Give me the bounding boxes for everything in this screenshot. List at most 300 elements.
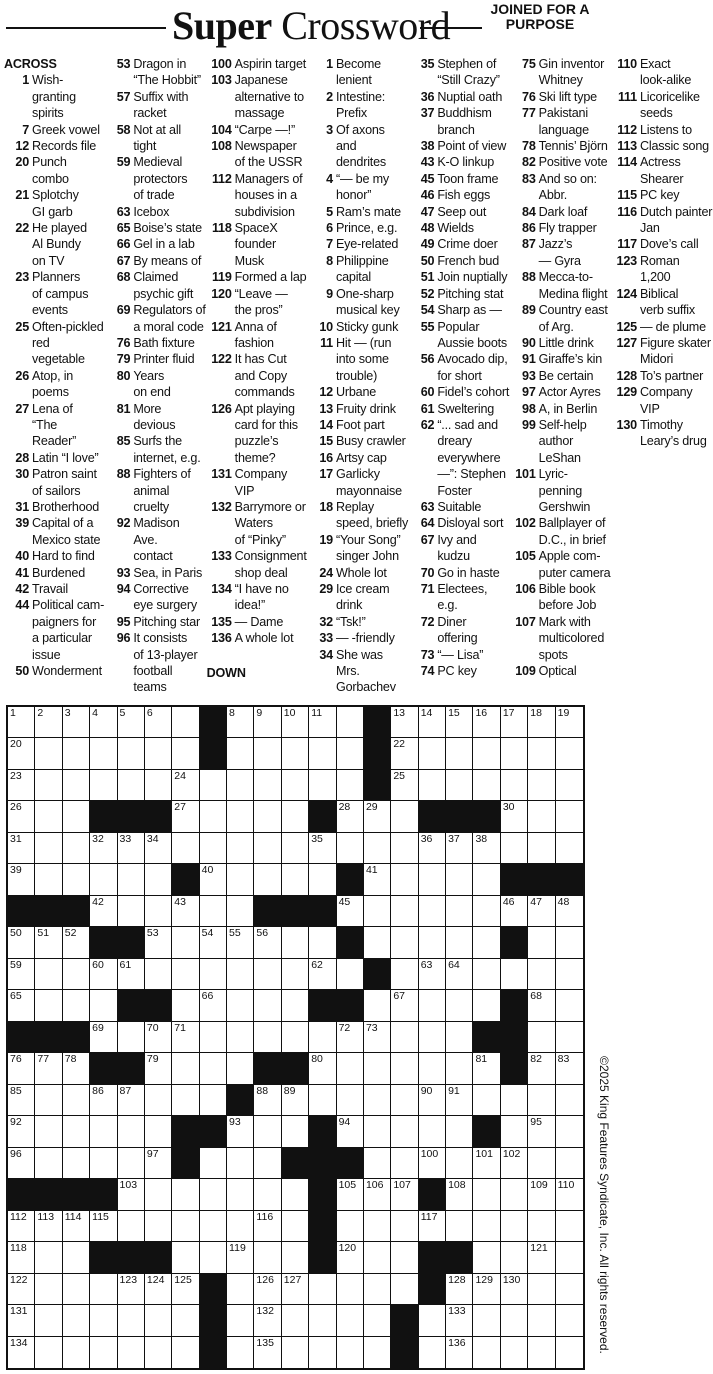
- across-clue[interactable]: [105, 154, 206, 203]
- grid-cell[interactable]: [63, 927, 90, 958]
- grid-cell[interactable]: [172, 833, 199, 864]
- across-clue[interactable]: [4, 368, 105, 401]
- grid-cell[interactable]: [364, 1211, 391, 1242]
- grid-cell[interactable]: [364, 1242, 391, 1273]
- grid-cell[interactable]: [391, 1148, 418, 1179]
- down-clue[interactable]: [409, 581, 510, 614]
- grid-cell[interactable]: [528, 770, 555, 801]
- grid-cell[interactable]: [391, 833, 418, 864]
- grid-cell[interactable]: [419, 770, 446, 801]
- down-clue[interactable]: [612, 204, 713, 237]
- grid-cell[interactable]: [337, 1053, 364, 1084]
- grid-cell[interactable]: [528, 801, 555, 832]
- down-clue[interactable]: [612, 138, 713, 154]
- grid-cell[interactable]: [556, 1305, 583, 1336]
- grid-cell[interactable]: [528, 1053, 555, 1084]
- grid-cell[interactable]: [282, 1116, 309, 1147]
- grid-cell[interactable]: [473, 896, 500, 927]
- down-clue[interactable]: [511, 220, 612, 236]
- grid-cell[interactable]: [200, 1053, 227, 1084]
- grid-cell[interactable]: [35, 927, 62, 958]
- down-clue[interactable]: [308, 581, 409, 614]
- grid-cell[interactable]: [63, 1274, 90, 1305]
- grid-cell[interactable]: [309, 833, 336, 864]
- across-clue[interactable]: [105, 269, 206, 302]
- grid-cell[interactable]: [473, 990, 500, 1021]
- grid-cell[interactable]: [254, 1022, 281, 1053]
- grid-cell[interactable]: [419, 1053, 446, 1084]
- down-clue[interactable]: [511, 171, 612, 204]
- down-clue[interactable]: [308, 450, 409, 466]
- grid-cell[interactable]: [90, 864, 117, 895]
- grid-cell[interactable]: [364, 1337, 391, 1368]
- down-clue[interactable]: [308, 630, 409, 646]
- grid-cell[interactable]: [364, 1305, 391, 1336]
- grid-cell[interactable]: [35, 738, 62, 769]
- grid-cell[interactable]: [35, 990, 62, 1021]
- down-clue[interactable]: [612, 122, 713, 138]
- down-clue[interactable]: [612, 286, 713, 319]
- down-clue[interactable]: [511, 663, 612, 679]
- grid-cell[interactable]: [172, 1274, 199, 1305]
- grid-cell[interactable]: [473, 1211, 500, 1242]
- grid-cell[interactable]: [556, 1148, 583, 1179]
- grid-cell[interactable]: [118, 1085, 145, 1116]
- grid-cell[interactable]: [145, 770, 172, 801]
- grid-cell[interactable]: [528, 927, 555, 958]
- across-clue[interactable]: [4, 548, 105, 564]
- grid-cell[interactable]: [8, 1274, 35, 1305]
- grid-cell[interactable]: [172, 801, 199, 832]
- grid-cell[interactable]: [35, 1053, 62, 1084]
- grid-cell[interactable]: [391, 1116, 418, 1147]
- grid-cell[interactable]: [254, 1337, 281, 1368]
- down-clue[interactable]: [308, 565, 409, 581]
- across-clue[interactable]: [4, 220, 105, 269]
- grid-cell[interactable]: [118, 959, 145, 990]
- grid-cell[interactable]: [63, 1085, 90, 1116]
- grid-cell[interactable]: [172, 1242, 199, 1273]
- grid-cell[interactable]: [528, 1337, 555, 1368]
- grid-cell[interactable]: [35, 1085, 62, 1116]
- down-clue[interactable]: [308, 236, 409, 252]
- grid-cell[interactable]: [446, 1085, 473, 1116]
- grid-cell[interactable]: [364, 990, 391, 1021]
- grid-cell[interactable]: [556, 833, 583, 864]
- across-clue[interactable]: [4, 663, 105, 679]
- down-clue[interactable]: [511, 89, 612, 105]
- grid-cell[interactable]: [35, 1148, 62, 1179]
- grid-cell[interactable]: [35, 833, 62, 864]
- grid-cell[interactable]: [446, 1148, 473, 1179]
- grid-cell[interactable]: [391, 864, 418, 895]
- grid-cell[interactable]: [35, 801, 62, 832]
- grid-cell[interactable]: [282, 801, 309, 832]
- grid-cell[interactable]: [556, 1274, 583, 1305]
- grid-cell[interactable]: [8, 707, 35, 738]
- grid-cell[interactable]: [145, 959, 172, 990]
- grid-cell[interactable]: [337, 896, 364, 927]
- grid-cell[interactable]: [90, 896, 117, 927]
- grid-cell[interactable]: [8, 770, 35, 801]
- grid-cell[interactable]: [90, 738, 117, 769]
- grid-cell[interactable]: [90, 1337, 117, 1368]
- grid-cell[interactable]: [391, 738, 418, 769]
- grid-cell[interactable]: [8, 1305, 35, 1336]
- grid-cell[interactable]: [63, 959, 90, 990]
- grid-cell[interactable]: [501, 1274, 528, 1305]
- down-clue[interactable]: [409, 647, 510, 663]
- grid-cell[interactable]: [63, 1053, 90, 1084]
- down-clue[interactable]: [612, 187, 713, 203]
- grid-cell[interactable]: [282, 1211, 309, 1242]
- grid-cell[interactable]: [282, 833, 309, 864]
- grid-cell[interactable]: [35, 1305, 62, 1336]
- grid-cell[interactable]: [200, 770, 227, 801]
- down-clue[interactable]: [511, 515, 612, 548]
- grid-cell[interactable]: [528, 1242, 555, 1273]
- grid-cell[interactable]: [473, 770, 500, 801]
- grid-cell[interactable]: [501, 1211, 528, 1242]
- grid-cell[interactable]: [63, 864, 90, 895]
- down-clue[interactable]: [409, 105, 510, 138]
- grid-cell[interactable]: [254, 1179, 281, 1210]
- grid-cell[interactable]: [8, 738, 35, 769]
- grid-cell[interactable]: [254, 1085, 281, 1116]
- grid-cell[interactable]: [8, 1337, 35, 1368]
- grid-cell[interactable]: [473, 707, 500, 738]
- grid-cell[interactable]: [364, 1274, 391, 1305]
- down-clue[interactable]: [511, 105, 612, 138]
- grid-cell[interactable]: [419, 990, 446, 1021]
- grid-cell[interactable]: [528, 707, 555, 738]
- grid-cell[interactable]: [145, 1053, 172, 1084]
- grid-cell[interactable]: [556, 1022, 583, 1053]
- grid-cell[interactable]: [227, 1179, 254, 1210]
- grid-cell[interactable]: [556, 1085, 583, 1116]
- grid-cell[interactable]: [391, 1211, 418, 1242]
- grid-cell[interactable]: [419, 896, 446, 927]
- grid-cell[interactable]: [473, 1053, 500, 1084]
- grid-cell[interactable]: [391, 1274, 418, 1305]
- grid-cell[interactable]: [528, 959, 555, 990]
- across-clue[interactable]: [207, 548, 308, 581]
- grid-cell[interactable]: [391, 1085, 418, 1116]
- grid-cell[interactable]: [419, 959, 446, 990]
- down-clue[interactable]: [409, 351, 510, 384]
- grid-cell[interactable]: [227, 990, 254, 1021]
- down-clue[interactable]: [612, 236, 713, 252]
- grid-cell[interactable]: [254, 1305, 281, 1336]
- down-clue[interactable]: [409, 614, 510, 647]
- grid-cell[interactable]: [118, 1022, 145, 1053]
- grid-cell[interactable]: [282, 1085, 309, 1116]
- grid-cell[interactable]: [337, 801, 364, 832]
- across-clue[interactable]: [105, 515, 206, 564]
- down-clue[interactable]: [511, 548, 612, 581]
- grid-cell[interactable]: [337, 1274, 364, 1305]
- grid-cell[interactable]: [227, 770, 254, 801]
- down-clue[interactable]: [409, 138, 510, 154]
- grid-cell[interactable]: [364, 801, 391, 832]
- grid-cell[interactable]: [364, 1116, 391, 1147]
- grid-cell[interactable]: [501, 801, 528, 832]
- grid-cell[interactable]: [35, 1337, 62, 1368]
- down-clue[interactable]: [308, 417, 409, 433]
- grid-cell[interactable]: [8, 959, 35, 990]
- grid-cell[interactable]: [227, 801, 254, 832]
- grid-cell[interactable]: [8, 1116, 35, 1147]
- grid-cell[interactable]: [282, 1242, 309, 1273]
- down-clue[interactable]: [612, 154, 713, 187]
- grid-cell[interactable]: [35, 770, 62, 801]
- grid-cell[interactable]: [172, 1211, 199, 1242]
- grid-cell[interactable]: [227, 959, 254, 990]
- across-clue[interactable]: [4, 597, 105, 663]
- grid-cell[interactable]: [200, 1085, 227, 1116]
- grid-cell[interactable]: [254, 990, 281, 1021]
- grid-cell[interactable]: [419, 1085, 446, 1116]
- grid-cell[interactable]: [118, 833, 145, 864]
- grid-cell[interactable]: [90, 1022, 117, 1053]
- grid-cell[interactable]: [446, 1274, 473, 1305]
- grid-cell[interactable]: [200, 801, 227, 832]
- grid-cell[interactable]: [8, 1148, 35, 1179]
- grid-cell[interactable]: [364, 1179, 391, 1210]
- grid-cell[interactable]: [309, 1022, 336, 1053]
- grid-cell[interactable]: [118, 738, 145, 769]
- down-clue[interactable]: [511, 269, 612, 302]
- down-clue[interactable]: [308, 499, 409, 532]
- down-clue[interactable]: [511, 384, 612, 400]
- grid-cell[interactable]: [90, 1211, 117, 1242]
- across-clue[interactable]: [105, 614, 206, 630]
- grid-cell[interactable]: [501, 1085, 528, 1116]
- grid-cell[interactable]: [501, 770, 528, 801]
- grid-cell[interactable]: [8, 1242, 35, 1273]
- grid-cell[interactable]: [254, 1116, 281, 1147]
- across-clue[interactable]: [105, 204, 206, 220]
- down-clue[interactable]: [409, 319, 510, 352]
- grid-cell[interactable]: [63, 990, 90, 1021]
- grid-cell[interactable]: [35, 1274, 62, 1305]
- grid-cell[interactable]: [556, 1116, 583, 1147]
- across-clue[interactable]: [207, 401, 308, 467]
- grid-cell[interactable]: [364, 864, 391, 895]
- grid-cell[interactable]: [254, 1274, 281, 1305]
- grid-cell[interactable]: [227, 1211, 254, 1242]
- across-clue[interactable]: [105, 351, 206, 367]
- grid-cell[interactable]: [419, 833, 446, 864]
- across-clue[interactable]: [4, 269, 105, 318]
- grid-cell[interactable]: [528, 1305, 555, 1336]
- across-clue[interactable]: [4, 319, 105, 368]
- across-clue[interactable]: [207, 72, 308, 121]
- grid-cell[interactable]: [473, 1242, 500, 1273]
- grid-cell[interactable]: [227, 1022, 254, 1053]
- down-clue[interactable]: [511, 417, 612, 466]
- across-clue[interactable]: [105, 466, 206, 515]
- grid-cell[interactable]: [364, 1022, 391, 1053]
- grid-cell[interactable]: [528, 833, 555, 864]
- across-clue[interactable]: [207, 122, 308, 138]
- down-clue[interactable]: [308, 220, 409, 236]
- grid-cell[interactable]: [254, 959, 281, 990]
- grid-cell[interactable]: [309, 770, 336, 801]
- grid-cell[interactable]: [118, 707, 145, 738]
- grid-cell[interactable]: [90, 707, 117, 738]
- grid-cell[interactable]: [446, 1116, 473, 1147]
- grid-cell[interactable]: [473, 1337, 500, 1368]
- grid-cell[interactable]: [63, 1148, 90, 1179]
- grid-cell[interactable]: [282, 959, 309, 990]
- grid-cell[interactable]: [145, 1274, 172, 1305]
- down-clue[interactable]: [511, 401, 612, 417]
- grid-cell[interactable]: [172, 959, 199, 990]
- grid-cell[interactable]: [528, 1148, 555, 1179]
- across-clue[interactable]: [207, 581, 308, 614]
- across-clue[interactable]: [105, 581, 206, 614]
- across-clue[interactable]: [4, 401, 105, 450]
- grid-cell[interactable]: [556, 801, 583, 832]
- grid-cell[interactable]: [473, 1085, 500, 1116]
- grid-cell[interactable]: [556, 1179, 583, 1210]
- down-clue[interactable]: [308, 122, 409, 171]
- down-clue[interactable]: [308, 56, 409, 89]
- grid-cell[interactable]: [172, 1022, 199, 1053]
- grid-cell[interactable]: [337, 959, 364, 990]
- grid-cell[interactable]: [35, 1242, 62, 1273]
- grid-cell[interactable]: [473, 1179, 500, 1210]
- across-clue[interactable]: [207, 614, 308, 630]
- grid-cell[interactable]: [172, 1053, 199, 1084]
- grid-cell[interactable]: [528, 1085, 555, 1116]
- grid-cell[interactable]: [200, 927, 227, 958]
- grid-cell[interactable]: [391, 770, 418, 801]
- grid-cell[interactable]: [556, 990, 583, 1021]
- grid-cell[interactable]: [118, 1179, 145, 1210]
- grid-cell[interactable]: [35, 864, 62, 895]
- grid-cell[interactable]: [172, 707, 199, 738]
- across-clue[interactable]: [207, 269, 308, 285]
- grid-cell[interactable]: [90, 990, 117, 1021]
- down-clue[interactable]: [511, 204, 612, 220]
- grid-cell[interactable]: [309, 1274, 336, 1305]
- across-clue[interactable]: [207, 138, 308, 171]
- grid-cell[interactable]: [227, 1274, 254, 1305]
- grid-cell[interactable]: [227, 1305, 254, 1336]
- grid-cell[interactable]: [200, 1022, 227, 1053]
- grid-cell[interactable]: [419, 707, 446, 738]
- grid-cell[interactable]: [528, 738, 555, 769]
- grid-cell[interactable]: [145, 1179, 172, 1210]
- across-clue[interactable]: [105, 253, 206, 269]
- grid-cell[interactable]: [501, 1179, 528, 1210]
- grid-cell[interactable]: [556, 1337, 583, 1368]
- grid-cell[interactable]: [8, 1211, 35, 1242]
- grid-cell[interactable]: [200, 1211, 227, 1242]
- down-clue[interactable]: [511, 302, 612, 335]
- down-clue[interactable]: [612, 417, 713, 450]
- across-clue[interactable]: [105, 368, 206, 401]
- grid-cell[interactable]: [90, 833, 117, 864]
- down-clue[interactable]: [308, 466, 409, 499]
- across-clue[interactable]: [105, 565, 206, 581]
- grid-cell[interactable]: [35, 707, 62, 738]
- grid-cell[interactable]: [501, 1337, 528, 1368]
- grid-cell[interactable]: [337, 1305, 364, 1336]
- down-clue[interactable]: [511, 154, 612, 170]
- grid-cell[interactable]: [35, 959, 62, 990]
- grid-cell[interactable]: [419, 1305, 446, 1336]
- grid-cell[interactable]: [254, 1148, 281, 1179]
- across-clue[interactable]: [207, 351, 308, 400]
- grid-cell[interactable]: [364, 1053, 391, 1084]
- grid-cell[interactable]: [391, 801, 418, 832]
- grid-cell[interactable]: [145, 1305, 172, 1336]
- down-clue[interactable]: [511, 236, 612, 269]
- down-clue[interactable]: [612, 384, 713, 417]
- grid-cell[interactable]: [501, 707, 528, 738]
- across-clue[interactable]: [207, 220, 308, 269]
- down-clue[interactable]: [511, 368, 612, 384]
- grid-cell[interactable]: [337, 738, 364, 769]
- grid-cell[interactable]: [8, 1053, 35, 1084]
- grid-cell[interactable]: [90, 1148, 117, 1179]
- grid-cell[interactable]: [556, 927, 583, 958]
- grid-cell[interactable]: [473, 927, 500, 958]
- grid-cell[interactable]: [8, 801, 35, 832]
- across-clue[interactable]: [105, 302, 206, 335]
- grid-cell[interactable]: [391, 927, 418, 958]
- down-clue[interactable]: [409, 499, 510, 515]
- grid-cell[interactable]: [309, 707, 336, 738]
- across-clue[interactable]: [105, 220, 206, 236]
- across-clue[interactable]: [105, 236, 206, 252]
- grid-cell[interactable]: [254, 927, 281, 958]
- down-clue[interactable]: [612, 319, 713, 335]
- down-clue[interactable]: [612, 253, 713, 286]
- down-clue[interactable]: [409, 204, 510, 220]
- grid-cell[interactable]: [309, 1305, 336, 1336]
- grid-cell[interactable]: [90, 1085, 117, 1116]
- grid-cell[interactable]: [35, 1211, 62, 1242]
- grid-cell[interactable]: [556, 770, 583, 801]
- across-clue[interactable]: [4, 466, 105, 499]
- grid-cell[interactable]: [528, 1211, 555, 1242]
- grid-cell[interactable]: [63, 707, 90, 738]
- grid-cell[interactable]: [419, 1337, 446, 1368]
- grid-cell[interactable]: [446, 770, 473, 801]
- grid-cell[interactable]: [227, 738, 254, 769]
- grid-cell[interactable]: [118, 1337, 145, 1368]
- grid-cell[interactable]: [118, 1305, 145, 1336]
- grid-cell[interactable]: [145, 1022, 172, 1053]
- grid-cell[interactable]: [200, 1179, 227, 1210]
- grid-cell[interactable]: [473, 1148, 500, 1179]
- down-clue[interactable]: [409, 171, 510, 187]
- grid-cell[interactable]: [446, 1053, 473, 1084]
- across-clue[interactable]: [207, 171, 308, 220]
- grid-cell[interactable]: [282, 990, 309, 1021]
- grid-cell[interactable]: [145, 1148, 172, 1179]
- grid-cell[interactable]: [337, 1116, 364, 1147]
- down-clue[interactable]: [308, 433, 409, 449]
- grid-cell[interactable]: [200, 896, 227, 927]
- grid-cell[interactable]: [35, 1116, 62, 1147]
- grid-cell[interactable]: [200, 1148, 227, 1179]
- grid-cell[interactable]: [446, 990, 473, 1021]
